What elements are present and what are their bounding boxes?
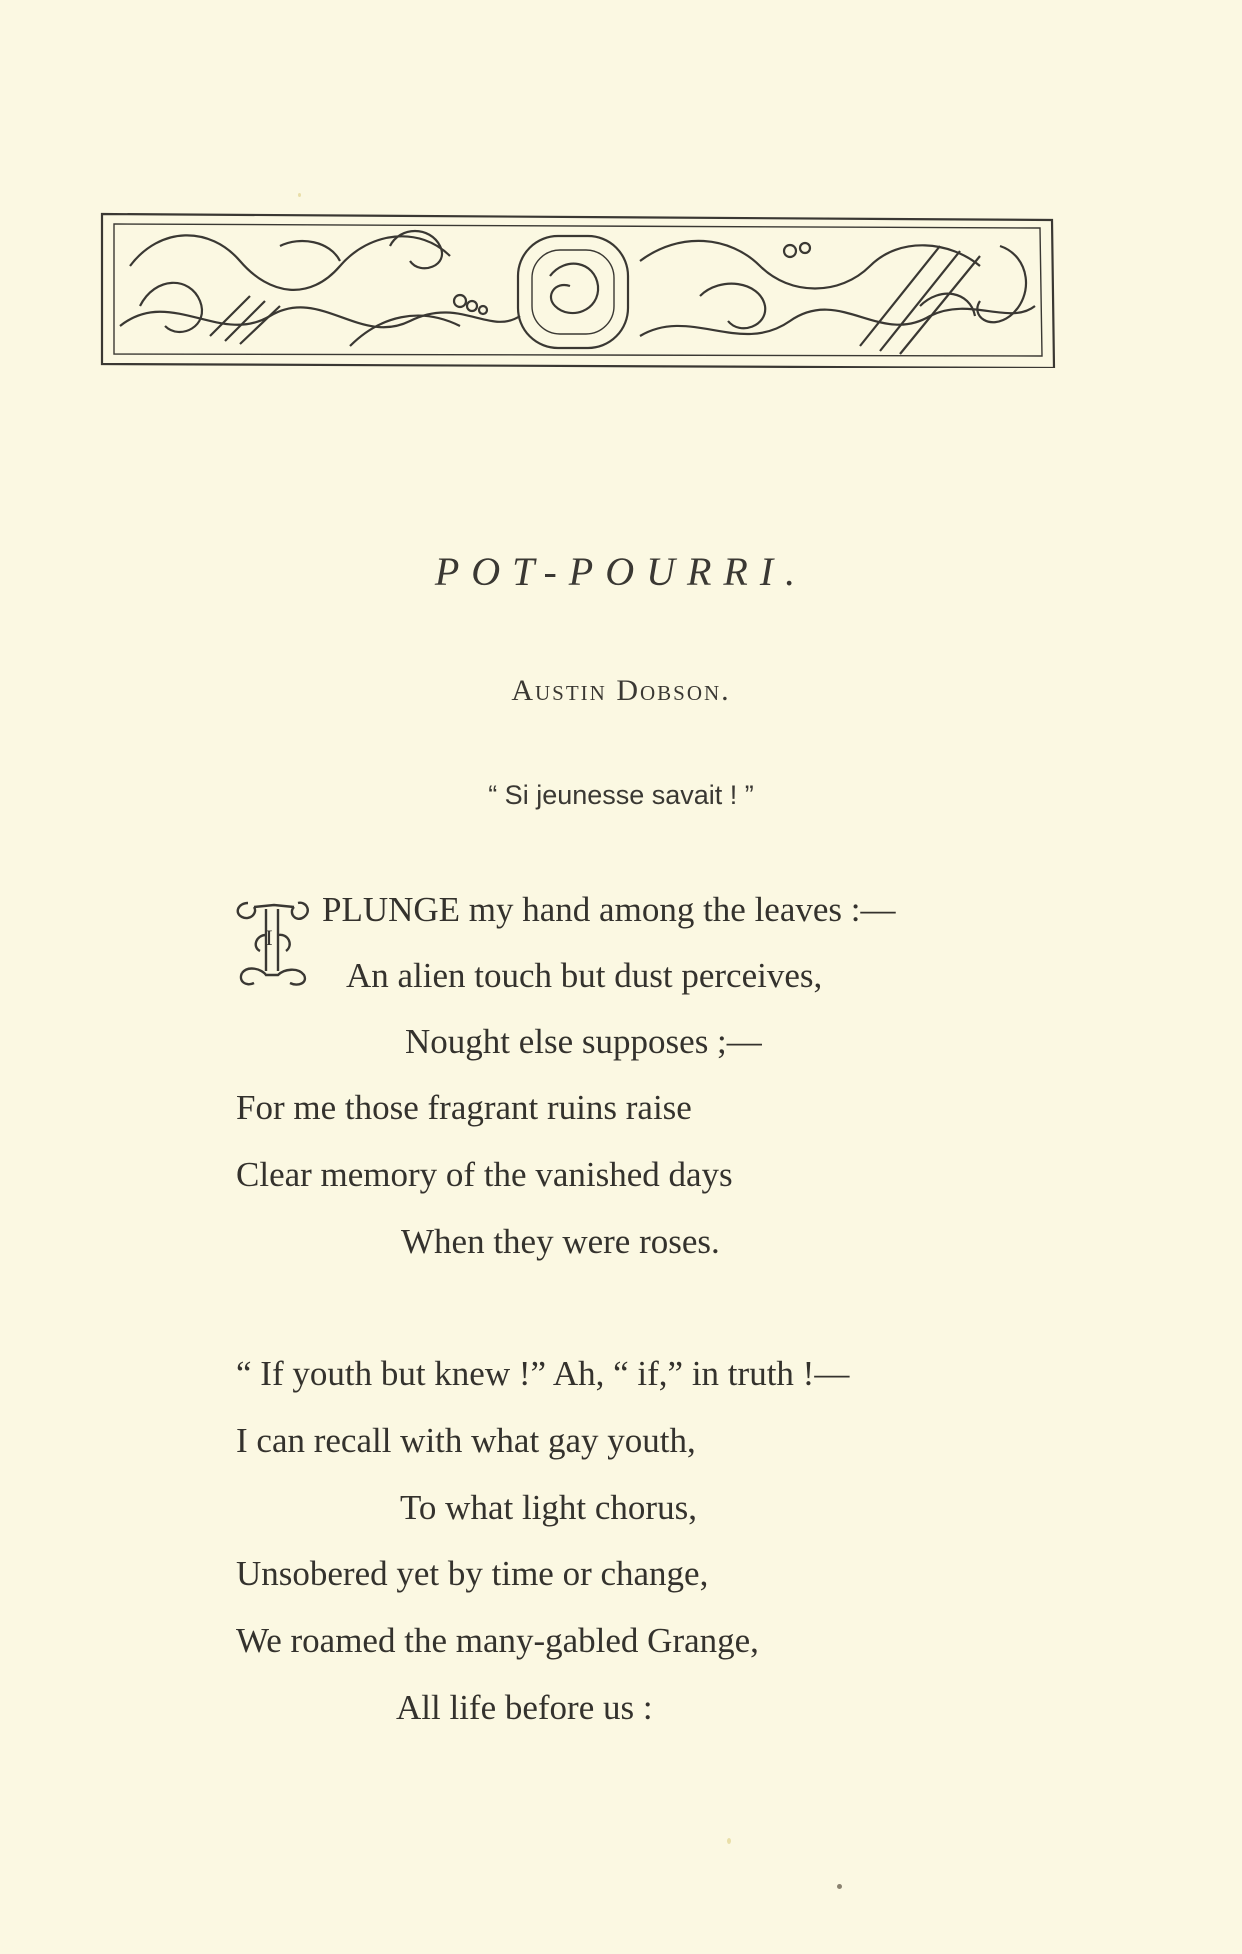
poem-line: Nought else supposes ;— xyxy=(405,1022,762,1061)
dropcap-letter: I xyxy=(265,925,273,950)
poem-title: POT-POURRI. xyxy=(434,549,808,594)
poem-line: To what light chorus, xyxy=(400,1488,697,1527)
decorative-initial-icon xyxy=(228,895,320,989)
poem-line: Unsobered yet by time or change, xyxy=(236,1554,709,1593)
paper-spot xyxy=(298,193,301,197)
poem-line: “ If youth but knew !” Ah, “ if,” in truth !— xyxy=(236,1354,850,1393)
paper-spot xyxy=(727,1838,731,1844)
epigraph: “ Si jeunesse savait ! ” xyxy=(488,780,754,810)
poem-line: When they were roses. xyxy=(401,1222,720,1261)
poem-line: Clear memory of the vanished days xyxy=(236,1155,733,1194)
poem-line: All life before us : xyxy=(396,1688,653,1727)
poem-line: PLUNGE my hand among the leaves :— xyxy=(322,890,896,929)
poem-line: We roamed the many-gabled Grange, xyxy=(236,1621,759,1660)
poem-line: An alien touch but dust perceives, xyxy=(346,956,823,995)
ornamental-headpiece-icon xyxy=(100,206,1058,368)
poem-line: For me those fragrant ruins raise xyxy=(236,1088,692,1127)
poem-line: I can recall with what gay youth, xyxy=(236,1421,696,1460)
author-name: Austin Dobson. xyxy=(511,674,731,707)
paper-spot xyxy=(837,1884,842,1889)
